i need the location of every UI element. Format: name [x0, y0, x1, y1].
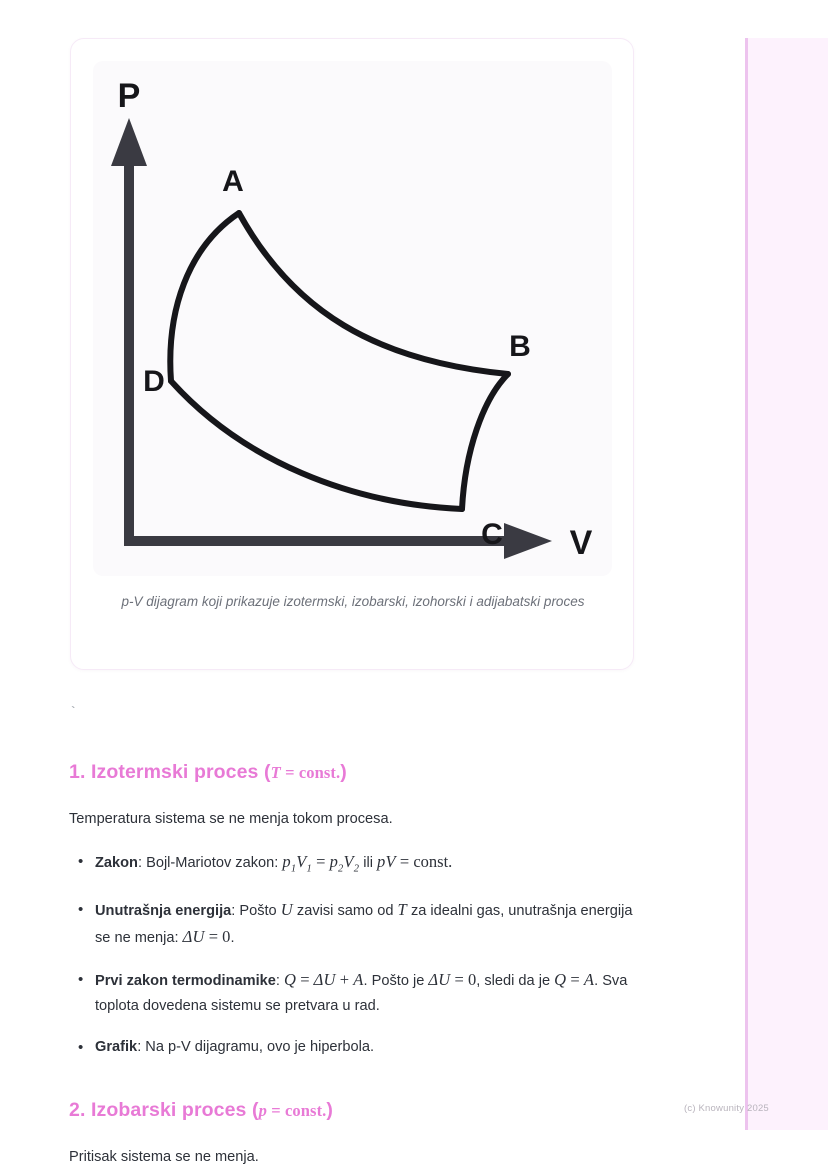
- bullet-energija-text-3: za idealni gas, unutrašnja energija se ne menja:: [95, 903, 633, 947]
- bullet-prvi-zakon-math-6: A: [583, 970, 595, 990]
- pv-diagram-panel: [93, 61, 612, 576]
- bullet-zakon-math-3: $p_2$: [329, 852, 344, 875]
- point-label-b: B: [509, 330, 531, 363]
- figure-caption: p-V dijagram koji prikazuje izotermski, izobarski, izohorski i adijabatski proces: [121, 594, 585, 609]
- bullet-zakon-text-2: ili: [359, 855, 378, 871]
- curve-d-a: [170, 213, 239, 381]
- point-label-d: D: [143, 365, 165, 398]
- curve-b-c: [462, 374, 508, 509]
- section-2-heading-text: 2. Izobarski proces: [69, 1099, 252, 1122]
- section-1-bullet-list: [69, 849, 644, 1060]
- bullet-energija-math-3: ΔU: [182, 927, 205, 947]
- bullet-prvi-zakon-eq-1: =: [296, 970, 314, 990]
- bullet-grafik: [95, 1035, 644, 1060]
- bullet-prvi-zakon-math-4: ΔU: [428, 970, 451, 990]
- bullet-grafik-text-1: : Na p-V dijagramu, ovo je hiperbola.: [137, 1039, 375, 1056]
- bullet-zakon-text-1: : Bojl-Mariotov zakon:: [137, 855, 283, 871]
- point-label-a: A: [222, 165, 244, 198]
- bullet-unutrasnja-energija: [95, 897, 644, 951]
- bullet-prvi-zakon: [95, 967, 644, 1019]
- section-1-heading-text: 1. Izotermski proces: [69, 761, 265, 783]
- bullet-energija-text-1: : Pošto: [231, 903, 281, 920]
- point-label-c: C: [481, 518, 503, 551]
- y-axis: [111, 118, 147, 546]
- bullet-prvi-zakon-math-2: ΔU: [313, 970, 336, 990]
- bullet-energija-math-1: U: [280, 900, 293, 920]
- bullet-zakon-math-5: pV: [377, 852, 396, 871]
- section-2-intro: Pritisak sistema se ne menja.: [69, 1149, 259, 1166]
- x-axis-label: V: [569, 524, 593, 562]
- bullet-prvi-zakon-text-4: . Sva toplota dovedena sistemu se pretvara u rad.: [95, 973, 628, 1015]
- copyright-watermark: (c) Knowunity 2025: [684, 1103, 769, 1114]
- bullet-prvi-zakon-text-3: , sledi da je: [476, 973, 555, 990]
- bullet-prvi-zakon-math-1: Q: [283, 970, 297, 990]
- bullet-prvi-zakon-eq-2: +: [335, 970, 354, 990]
- y-axis-label: P: [117, 77, 141, 115]
- bullet-zakon-eq-2: = const.: [395, 852, 453, 871]
- section-2-heading: [69, 1096, 644, 1125]
- bullet-prvi-zakon-lead: Prvi zakon termodinamike: [95, 973, 276, 990]
- section-2-paren-close: ): [326, 1099, 333, 1122]
- section-1-paren-close: ): [340, 761, 347, 783]
- bullet-zakon-lead: Zakon: [95, 855, 138, 871]
- bullet-prvi-zakon-eq-4: =: [566, 970, 584, 990]
- article-body: [69, 758, 644, 1169]
- bullet-zakon: [95, 849, 644, 881]
- bullet-energija-text-2: zavisi samo od: [292, 903, 398, 920]
- section-1-intro: Temperatura sistema se ne menja tokom procesa.: [69, 811, 393, 827]
- bullet-prvi-zakon-text-2: . Pošto je: [363, 973, 429, 990]
- section-1-math-var: T: [270, 763, 281, 782]
- bullet-prvi-zakon-math-3: A: [353, 970, 364, 990]
- section-1-heading: [69, 758, 644, 787]
- bullet-zakon-eq-1: =: [312, 852, 330, 871]
- bullet-energija-text-4: .: [230, 930, 235, 947]
- bullet-prvi-zakon-eq-3: = 0: [450, 970, 477, 990]
- pv-diagram-svg: [93, 61, 612, 576]
- bullet-energija-lead: Unutrašnja energija: [95, 903, 232, 920]
- cycle-curve: [170, 213, 508, 509]
- bullet-energija-eq-1: = 0: [204, 927, 231, 947]
- section-1-math-eq: = const.: [280, 763, 341, 782]
- bullet-prvi-zakon-math-5: Q: [554, 970, 567, 990]
- bullet-prvi-zakon-text-1: :: [275, 973, 284, 990]
- section-2-math-var: p: [258, 1101, 268, 1121]
- bullet-zakon-math-1: $p_1$: [282, 852, 297, 875]
- bullet-zakon-math-2: $V_1$: [296, 852, 312, 875]
- section-2-paren-open: (: [252, 1099, 259, 1122]
- right-page-strip: [745, 38, 828, 1130]
- bullet-energija-math-2: T: [397, 900, 407, 920]
- bullet-zakon-math-4: $V_2$: [343, 852, 360, 875]
- stray-backtick-artifact: `: [69, 705, 78, 721]
- section-2-math-eq: = const.: [267, 1101, 327, 1121]
- section-2-wrapper: [69, 1096, 644, 1169]
- figure-card: [70, 38, 634, 670]
- section-1-paren-open: (: [264, 761, 271, 783]
- curve-a-b: [239, 213, 508, 374]
- bullet-grafik-lead: Grafik: [95, 1039, 138, 1056]
- curve-c-d: [171, 381, 462, 509]
